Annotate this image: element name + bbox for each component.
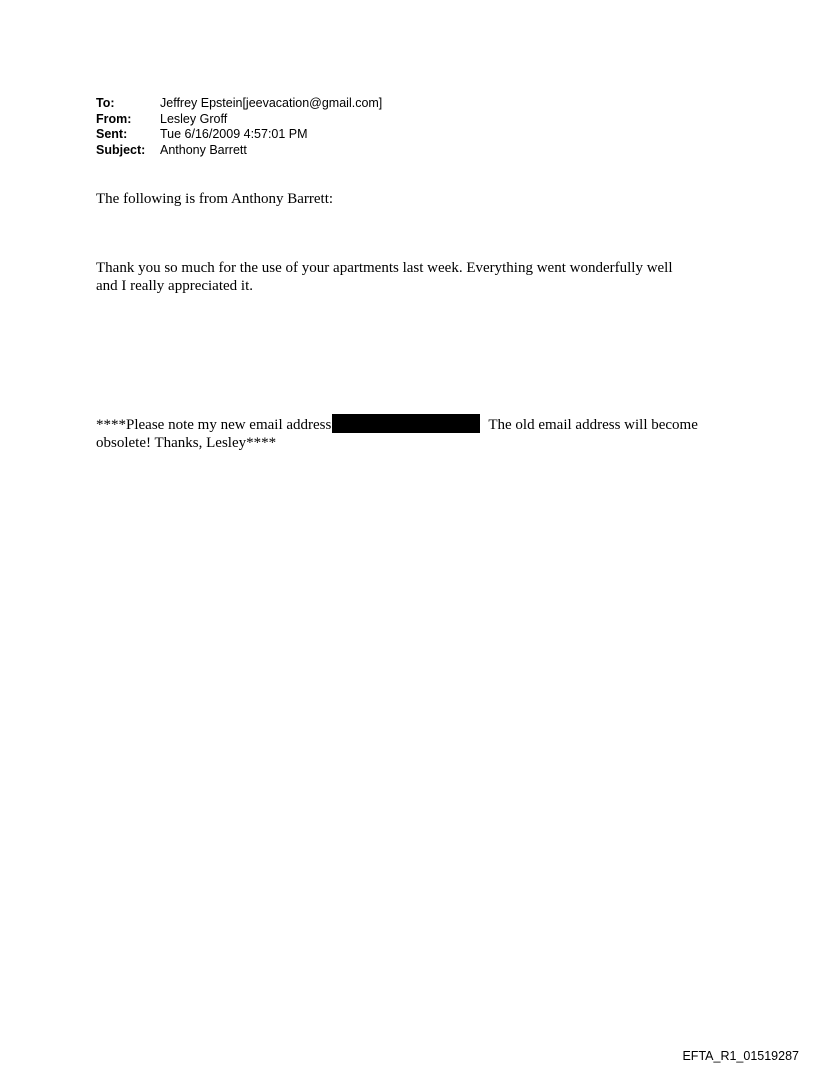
to-row <box>96 96 382 112</box>
signature-note <box>96 414 698 452</box>
from-value: Lesley Groff <box>160 111 228 126</box>
message-line-2: and I really appreciated it. <box>96 278 254 294</box>
sent-label: Sent: <box>96 127 128 141</box>
sent-value: Tue 6/16/2009 4:57:01 PM <box>160 127 308 141</box>
from-row <box>96 112 382 128</box>
subject-label: Subject: <box>96 142 146 157</box>
subject-row <box>96 143 382 159</box>
subject-value: Anthony Barrett <box>160 142 247 157</box>
message-line-1: Thank you so much for the use of your apartments last week. Everything went wonderfully well <box>96 260 673 276</box>
note-line-1-start: ****Please note my new email address <box>96 417 332 433</box>
email-header <box>96 96 382 158</box>
document-id: EFTA_R1_01519287 <box>682 1049 799 1063</box>
redaction-block <box>332 414 480 433</box>
note-line-1 <box>96 414 698 434</box>
note-line-1-end: The old email address will become <box>488 417 698 433</box>
to-label: To: <box>96 96 115 110</box>
from-label: From: <box>96 111 132 126</box>
message-paragraph <box>96 259 673 295</box>
to-value: Jeffrey Epstein[jeevacation@gmail.com] <box>160 96 383 110</box>
intro-line: The following is from Anthony Barrett: <box>96 191 334 207</box>
sent-row <box>96 127 382 143</box>
note-line-2: obsolete! Thanks, Lesley**** <box>96 435 277 451</box>
